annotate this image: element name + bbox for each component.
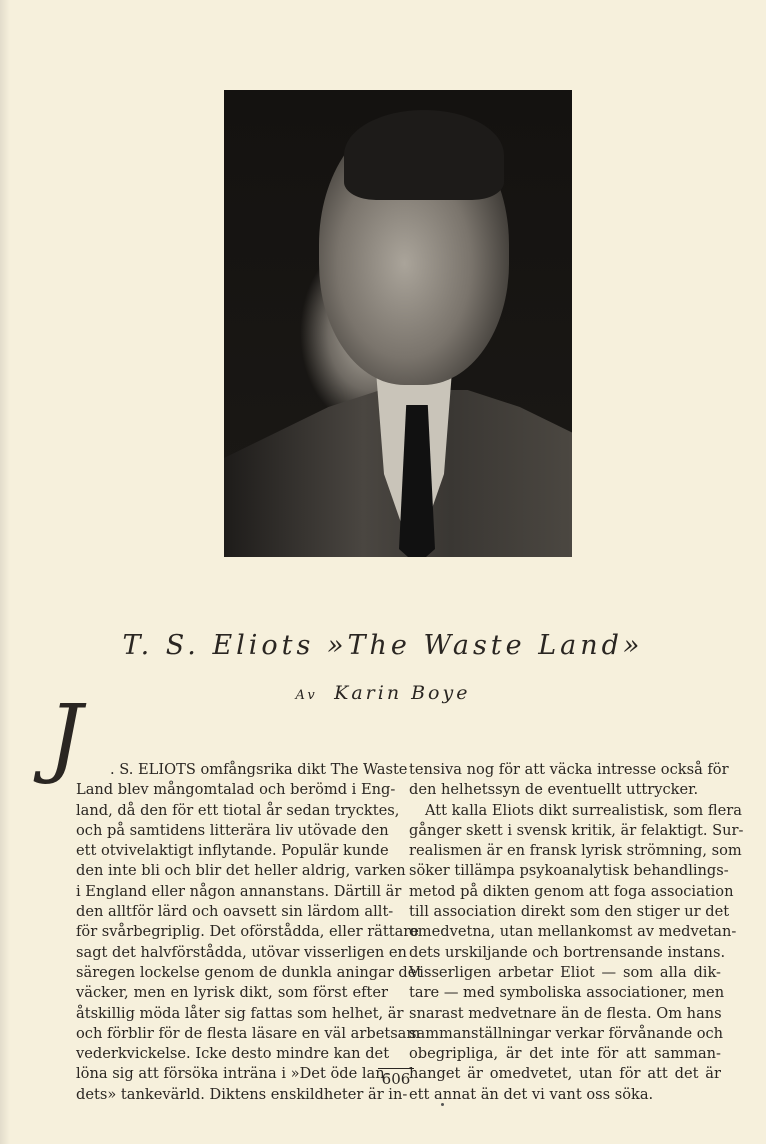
text-line: dets urskiljande och bortrensande instans. [409,943,726,961]
print-speck [441,1103,444,1106]
text-line: metod på dikten genom att foga association [409,882,734,900]
text-line: hanget är omedvetet, utan för att det är [409,1065,721,1083]
text-line: gånger skett i svensk kritik, är felaktigt. Sur- [409,821,744,839]
author-portrait-photo [224,90,572,557]
text-line: obegripliga, är det inte för att samman- [409,1045,721,1063]
text-line: väcker, men en lyrisk dikt, som först efter [76,984,388,1002]
byline [0,682,766,704]
text-line: och förblir för de flesta läsare en väl arbetsam [76,1024,421,1042]
text-line: i England eller någon annanstans. Därtill är [76,882,402,900]
text-line: ett annat än det vi vant oss söka. [409,1085,654,1103]
text-line: omedvetna, utan mellankomst av medvetan- [409,923,737,941]
text-line: Att kalla Eliots dikt surrealistisk, som flera [425,801,742,819]
article-title: T. S. Eliots »The Waste Land» [122,630,644,661]
text-line: realismen är en fransk lyrisk strömning, som [409,842,742,860]
text-line: söker tillämpa psykoanalytisk behandlings- [409,862,729,880]
right-column [409,760,744,1105]
text-line: sagt det halvförstådda, utövar visserligen en [76,943,407,961]
text-line: åtskillig möda låter sig fattas som helhet, är [76,1004,404,1022]
text-line: den alltför lärd och oavsett sin lärdom allt- [76,903,394,921]
text-line: dets» tankevärld. Diktens enskildheter är in- [76,1085,408,1103]
text-line: land, då den för ett tiotal år sedan trycktes, [76,801,400,819]
text-line: sammanställningar verkar förvånande och [409,1024,724,1042]
author-name: Karin Boye [334,682,471,704]
text-line: och på samtidens litterära liv utövade den [76,821,389,839]
text-line: för svårbegriplig. Det oförstådda, eller rättare [76,923,419,941]
text-line: Visserligen arbetar Eliot — som alla dik- [409,963,721,981]
byline-prefix: Av [295,688,318,703]
text-line: ett otvivelaktigt inflytande. Populär kunde [76,842,389,860]
text-line: löna sig att försöka inträna i »Det öde lan- [76,1065,390,1083]
drop-cap: J [48,687,83,787]
text-line: . S. ELIOTS omfångsrika dikt The Waste [110,761,408,778]
text-line: den helhetssyn de eventuellt uttrycker. [409,781,699,799]
text-line: tare — med symboliska associationer, men [409,984,725,1002]
text-line: Land blev mångomtalad och berömd i Eng- [76,781,396,799]
text-line: den inte bli och blir det heller aldrig, varken [76,862,406,880]
text-line: tensiva nog för att väcka intresse också för [409,761,729,778]
text-line: snarast medvetnare än de flesta. Om hans [409,1004,722,1022]
page-number: 606 [378,1068,414,1088]
text-line: vederkvickelse. Icke desto mindre kan det [76,1045,390,1063]
text-line: säregen lockelse genom de dunkla aningar det [76,963,423,981]
text-line: till association direkt som den stiger ur det [409,903,730,921]
portrait-hair [344,110,504,200]
page-edge [0,0,10,1144]
